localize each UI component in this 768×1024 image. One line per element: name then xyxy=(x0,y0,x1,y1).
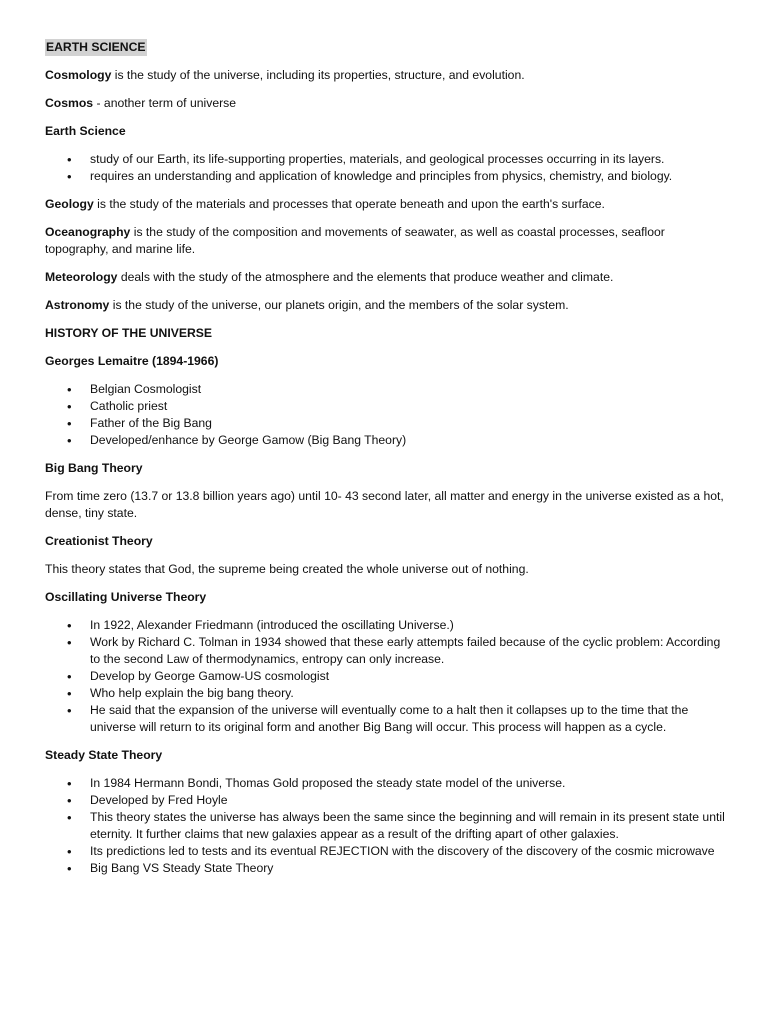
list-item: • Developed by Fred Hoyle xyxy=(45,792,728,809)
cosmology-term: Cosmology xyxy=(45,68,112,82)
cosmos-definition xyxy=(45,95,728,112)
cosmology-definition xyxy=(45,67,728,84)
astronomy-definition xyxy=(45,297,728,314)
list-item: • Big Bang VS Steady State Theory xyxy=(45,860,728,877)
creationist-text: This theory states that God, the supreme being created the whole universe out of nothing. xyxy=(45,562,529,576)
list-item: • Its predictions led to tests and its eventual REJECTION with the discovery of the discovery of the cosmic microwave xyxy=(45,843,728,860)
cosmos-term: Cosmos xyxy=(45,96,94,110)
oceanography-definition xyxy=(45,224,728,258)
oceanography-text: is the study of the composition and movements of seawater, as well as coastal processes, seafloor topography, and marine life. xyxy=(45,225,665,256)
astronomy-text: is the study of the universe, our planets origin, and the members of the solar system. xyxy=(109,298,569,312)
creationist-heading: Creationist Theory xyxy=(45,534,153,548)
meteorology-term: Meteorology xyxy=(45,270,118,284)
list-item: • requires an understanding and application of knowledge and principles from physics, chemistry, and biology. xyxy=(45,168,728,185)
list-item: • Who help explain the big bang theory. xyxy=(45,685,728,702)
big-bang-text: From time zero (13.7 or 13.8 billion years ago) until 10- 43 second later, all matter and energy in the universe existed as a hot, dense, tiny state. xyxy=(45,489,724,520)
list-item: • He said that the expansion of the universe will eventually come to a halt then it collapses up to the time that the universe will return to its original form and another Big Bang will occur. This process will happen as a cycle. xyxy=(45,702,728,736)
steady-state-heading: Steady State Theory xyxy=(45,748,163,762)
document-title-line xyxy=(45,39,728,56)
oceanography-term: Oceanography xyxy=(45,225,131,239)
list-item: • In 1984 Hermann Bondi, Thomas Gold proposed the steady state model of the universe. xyxy=(45,775,728,792)
list-item: • Develop by George Gamow-US cosmologist xyxy=(45,668,728,685)
geology-definition xyxy=(45,196,728,213)
list-item: • Catholic priest xyxy=(45,398,728,415)
list-item: • study of our Earth, its life-supporting properties, materials, and geological processes occurring in its layers. xyxy=(45,151,728,168)
astronomy-term: Astronomy xyxy=(45,298,110,312)
earth-science-heading: Earth Science xyxy=(45,124,126,138)
document-title: EARTH SCIENCE xyxy=(46,40,146,54)
cosmology-text: is the study of the universe, including its properties, structure, and evolution. xyxy=(111,68,525,82)
earth-science-list xyxy=(45,151,728,185)
lemaitre-heading: Georges Lemaitre (1894-1966) xyxy=(45,354,219,368)
list-item: • Father of the Big Bang xyxy=(45,415,728,432)
meteorology-text: deals with the study of the atmosphere and the elements that produce weather and climate. xyxy=(117,270,614,284)
geology-text: is the study of the materials and processes that operate beneath and upon the earth's surface. xyxy=(93,197,605,211)
steady-state-list xyxy=(45,775,728,877)
meteorology-definition xyxy=(45,269,728,286)
list-item: • Work by Richard C. Tolman in 1934 showed that these early attempts failed because of the cyclic problem: According to the second Law of thermodynamics, entropy can only increase. xyxy=(45,634,728,668)
lemaitre-list xyxy=(45,381,728,449)
list-item: • This theory states the universe has always been the same since the beginning and will remain in its present state until eternity. It further claims that new galaxies appear as a result of the drifting apart of other galaxies. xyxy=(45,809,728,843)
geology-term: Geology xyxy=(45,197,94,211)
list-item: • Belgian Cosmologist xyxy=(45,381,728,398)
list-item: • In 1922, Alexander Friedmann (introduced the oscillating Universe.) xyxy=(45,617,728,634)
oscillating-list xyxy=(45,617,728,736)
big-bang-heading: Big Bang Theory xyxy=(45,461,143,475)
history-heading: HISTORY OF THE UNIVERSE xyxy=(45,326,213,340)
oscillating-heading: Oscillating Universe Theory xyxy=(45,590,207,604)
list-item: • Developed/enhance by George Gamow (Big Bang Theory) xyxy=(45,432,728,449)
cosmos-text: - another term of universe xyxy=(93,96,237,110)
